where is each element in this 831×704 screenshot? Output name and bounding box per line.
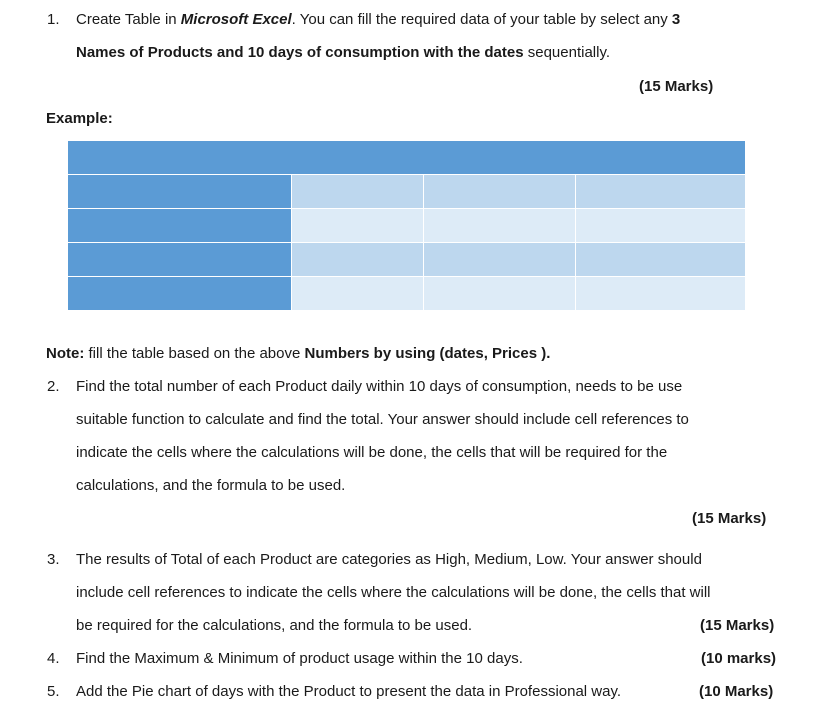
table-cell — [292, 277, 424, 311]
note — [46, 344, 550, 364]
q1-line-2 — [76, 43, 610, 63]
q3-line-3: be required for the calculations, and the formula to be used. — [76, 617, 473, 634]
q2-line-2: suitable function to calculate and find the total. Your answer should include cell references to — [76, 411, 689, 428]
q3-marks: (15 Marks) — [700, 617, 775, 634]
q1-line-1 — [76, 10, 680, 30]
q1-count: 3 — [671, 11, 681, 28]
q3-line-2: include cell references to indicate the cells where the calculations will be done, the cells that will — [76, 584, 711, 601]
table-row-label-cell — [68, 175, 292, 209]
note-label: Note: — [46, 345, 85, 362]
q1-bold-text: Names of Products and 10 days of consumption with the dates — [76, 44, 524, 61]
q5-number: 5. — [47, 683, 60, 700]
q3-line-1: The results of Total of each Product are categories as High, Medium, Low. Your answer should — [76, 551, 702, 568]
table-header-row — [68, 141, 746, 175]
q2-number: 2. — [47, 378, 60, 395]
q1-excel: Microsoft Excel — [180, 11, 292, 28]
table-row-label-cell — [68, 277, 292, 311]
table-row-label-cell — [68, 243, 292, 277]
table-cell — [424, 175, 576, 209]
table-row-label-cell — [68, 209, 292, 243]
note-bold: Numbers by using (dates, Prices ). — [304, 345, 551, 362]
q1-text-e: sequentially. — [523, 44, 611, 61]
table-header-cell — [68, 141, 746, 175]
table-cell — [292, 209, 424, 243]
table-row — [68, 175, 746, 209]
table-cell — [424, 209, 576, 243]
q4-marks: (10 marks) — [701, 650, 777, 667]
table-cell — [424, 277, 576, 311]
table-cell — [576, 243, 746, 277]
sample-table — [67, 140, 746, 311]
q1-text-a: Create Table in — [76, 11, 181, 28]
q3-number: 3. — [47, 551, 60, 568]
table-row — [68, 277, 746, 311]
q1-marks: (15 Marks) — [639, 78, 714, 95]
example-label: Example: — [46, 110, 113, 127]
table-cell — [576, 209, 746, 243]
table-row — [68, 209, 746, 243]
note-text: fill the table based on the above — [84, 345, 305, 362]
q2-marks: (15 Marks) — [692, 510, 767, 527]
table-cell — [292, 175, 424, 209]
table-cell — [576, 175, 746, 209]
q4-text: Find the Maximum & Minimum of product usage within the 10 days. — [76, 650, 523, 667]
q2-line-1: Find the total number of each Product daily within 10 days of consumption, needs to be use — [76, 378, 683, 395]
q2-line-4: calculations, and the formula to be used. — [76, 477, 346, 494]
table-cell — [576, 277, 746, 311]
q4-number: 4. — [47, 650, 60, 667]
q5-marks: (10 Marks) — [699, 683, 774, 700]
table-cell — [424, 243, 576, 277]
q1-text-c: . You can fill the required data of your table by select any — [291, 11, 672, 28]
q2-line-3: indicate the cells where the calculations will be done, the cells that will be required for the — [76, 444, 668, 461]
q5-text: Add the Pie chart of days with the Product to present the data in Professional way. — [76, 683, 622, 700]
table-cell — [292, 243, 424, 277]
q1-number: 1. — [47, 11, 60, 28]
table-row — [68, 243, 746, 277]
